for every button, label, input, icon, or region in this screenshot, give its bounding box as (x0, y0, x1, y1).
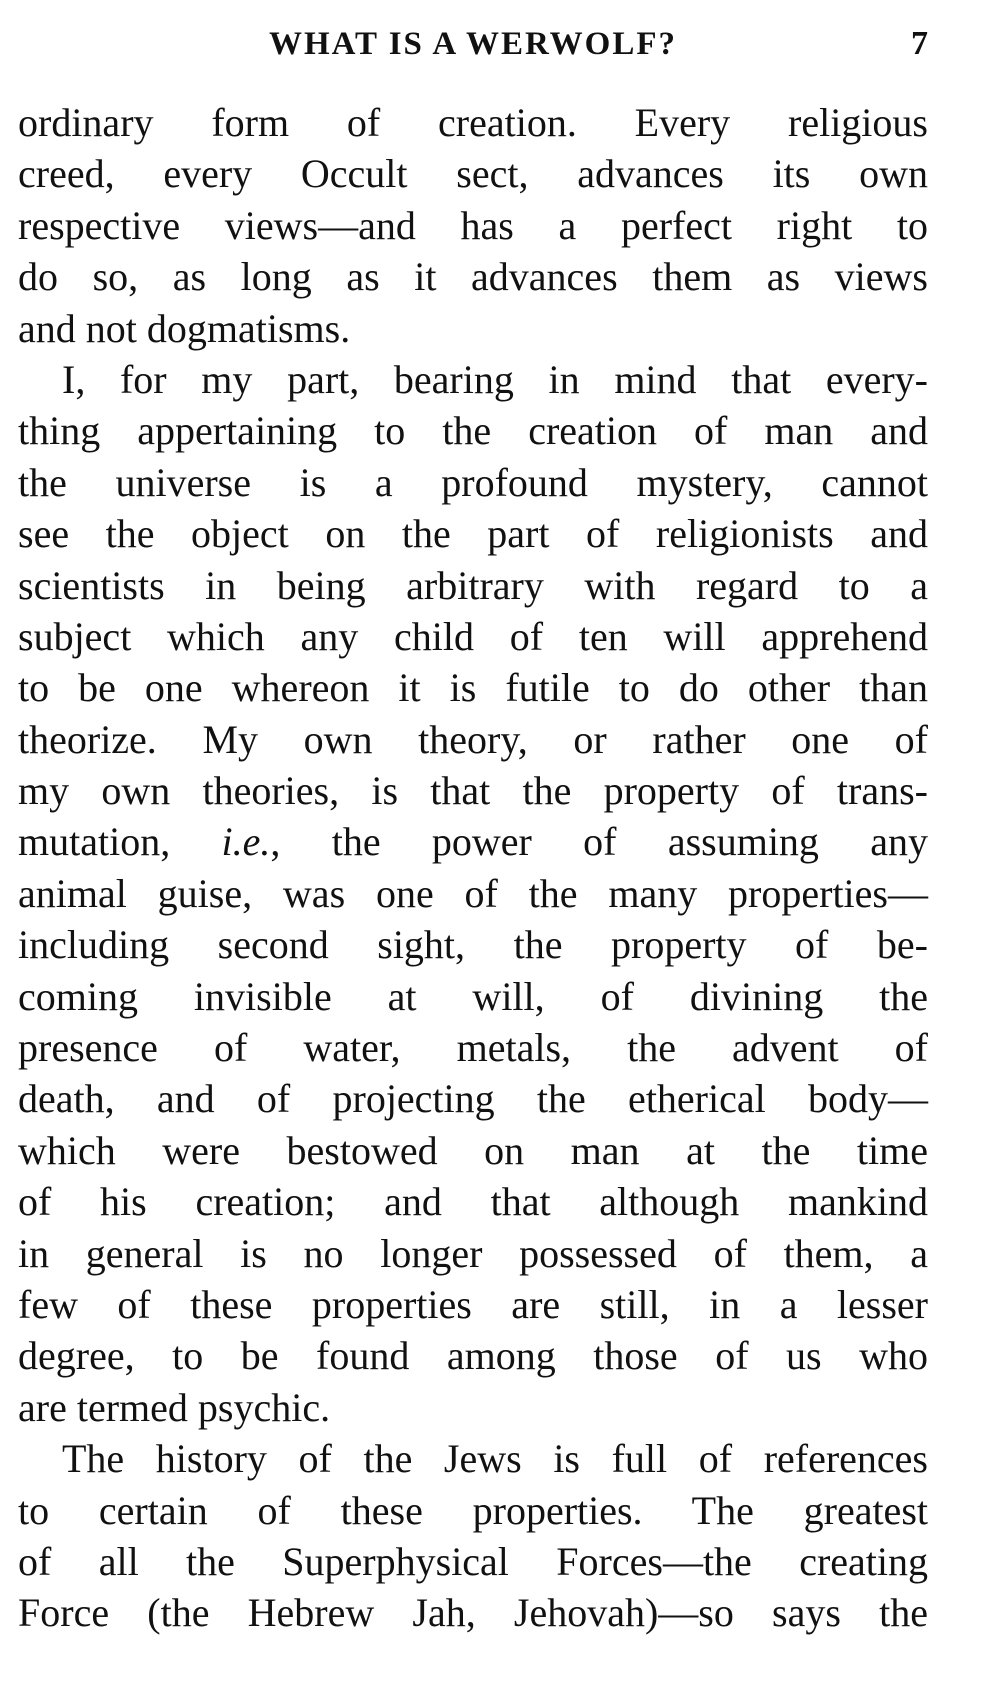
text-line: see the object on the part of religionists and (18, 511, 928, 557)
text-line: to certain of these properties. The greatest (18, 1487, 928, 1533)
text-line: scientists in being arbitrary with regard to a (18, 562, 928, 608)
text-line: thing appertaining to the creation of man and (18, 408, 928, 454)
text-line: I, for my part, bearing in mind that every- (62, 356, 928, 402)
text-line: to be one whereon it is futile to do other than (18, 665, 928, 711)
text-line: my own theories, is that the property of trans- (18, 768, 928, 814)
text-line: the universe is a profound mystery, cannot (18, 459, 928, 505)
text-line: Force (the Hebrew Jah, Jehovah)—so says the (18, 1590, 928, 1636)
text-line: in general is no longer possessed of them, a (18, 1230, 928, 1276)
text-line: few of these properties are still, in a lesser (18, 1281, 928, 1327)
text-line: presence of water, metals, the advent of (18, 1025, 928, 1071)
text-fragment: , the power of assuming any (270, 819, 928, 865)
running-title: WHAT IS A WERWOLF? (268, 26, 678, 62)
text-line: subject which any child of ten will apprehend (18, 613, 928, 659)
text-line-with-italic (18, 816, 928, 867)
body-text (18, 97, 928, 1639)
text-line: which were bestowed on man at the time (18, 1127, 928, 1173)
italic-abbreviation: i.e. (221, 819, 271, 865)
text-line: ordinary form of creation. Every religious (18, 100, 928, 145)
text-line: death, and of projecting the etherical body— (18, 1076, 928, 1122)
text-line: do so, as long as it advances them as views (18, 254, 928, 300)
text-line: coming invisible at will, of divining the (18, 973, 928, 1019)
text-line: animal guise, was one of the many properties— (18, 870, 928, 916)
text-line: are termed psychic. (18, 1384, 331, 1430)
text-line: creed, every Occult sect, advances its own (18, 151, 928, 197)
text-line: respective views—and has a perfect right to (18, 202, 928, 248)
page-number: 7 (911, 25, 928, 62)
text-line: The history of the Jews is full of references (62, 1436, 928, 1482)
text-line: degree, to be found among those of us who (18, 1333, 928, 1379)
text-line: of his creation; and that although mankind (18, 1179, 928, 1225)
text-line: including second sight, the property of be- (18, 922, 928, 968)
running-head (18, 14, 928, 74)
text-line: and not dogmatisms. (18, 305, 351, 351)
text-line: theorize. My own theory, or rather one of (18, 716, 928, 762)
text-fragment: mutation, (18, 819, 222, 865)
text-line: of all the Superphysical Forces—the creating (18, 1538, 928, 1584)
